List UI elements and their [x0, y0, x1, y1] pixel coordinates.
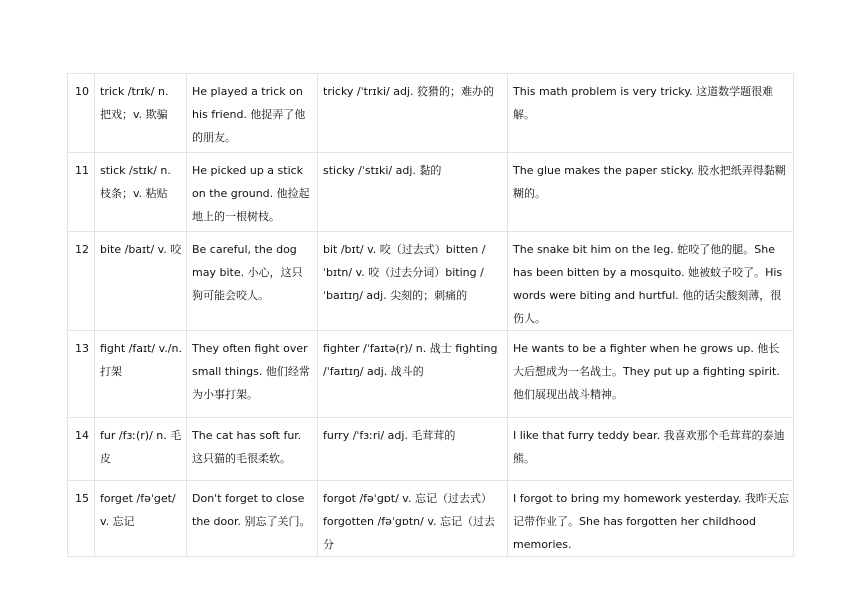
- row-number: 12: [68, 232, 95, 331]
- example-cell: Be careful, the dog may bite. 小心，这只狗可能会咬人。: [187, 232, 318, 331]
- row-number: 13: [68, 331, 95, 418]
- derived-word-cell: bit /bɪt/ v. 咬（过去式）bitten /ˈbɪtn/ v. 咬（过去分词）biting /ˈbaɪtɪŋ/ adj. 尖刻的；刺痛的: [318, 232, 508, 331]
- table-row: [68, 153, 794, 232]
- derived-example-cell: I like that furry teddy bear. 我喜欢那个毛茸茸的泰迪熊。: [508, 418, 794, 481]
- word-cell: trick /trɪk/ n. 把戏；v. 欺骗: [95, 74, 187, 153]
- row-number: 15: [68, 481, 95, 557]
- derived-example-cell: The glue makes the paper sticky. 胶水把纸弄得黏糊糊的。: [508, 153, 794, 232]
- example-cell: He played a trick on his friend. 他捉弄了他的朋友。: [187, 74, 318, 153]
- table-row: [68, 418, 794, 481]
- word-cell: fur /fɜː(r)/ n. 毛皮: [95, 418, 187, 481]
- word-cell: stick /stɪk/ n. 枝条；v. 粘贴: [95, 153, 187, 232]
- word-cell: forget /fəˈget/ v. 忘记: [95, 481, 187, 557]
- table-row: [68, 331, 794, 418]
- derived-example-cell: This math problem is very tricky. 这道数学题很难解。: [508, 74, 794, 153]
- derived-example-cell: The snake bit him on the leg. 蛇咬了他的腿。She has been bitten by a mosquito. 她被蚊子咬了。His words were biting and hurtful. 他的话尖酸刻薄，很伤人。: [508, 232, 794, 331]
- word-cell: bite /baɪt/ v. 咬: [95, 232, 187, 331]
- row-number: 10: [68, 74, 95, 153]
- derived-word-cell: sticky /ˈstɪki/ adj. 黏的: [318, 153, 508, 232]
- row-number: 14: [68, 418, 95, 481]
- derived-word-cell: forgot /fəˈgɒt/ v. 忘记（过去式）forgotten /fəˈgɒtn/ v. 忘记（过去分: [318, 481, 508, 557]
- derived-word-cell: fighter /ˈfaɪtə(r)/ n. 战士 fighting /ˈfaɪtɪŋ/ adj. 战斗的: [318, 331, 508, 418]
- table-row: [68, 74, 794, 153]
- derived-word-cell: tricky /ˈtrɪki/ adj. 狡猾的；难办的: [318, 74, 508, 153]
- example-cell: They often fight over small things. 他们经常为小事打架。: [187, 331, 318, 418]
- vocabulary-table: [67, 73, 794, 557]
- table-row: [68, 481, 794, 557]
- example-cell: The cat has soft fur. 这只猫的毛很柔软。: [187, 418, 318, 481]
- derived-example-cell: I forgot to bring my homework yesterday. 我昨天忘记带作业了。She has forgotten her childhood memories.: [508, 481, 794, 557]
- example-cell: Don't forget to close the door. 别忘了关门。: [187, 481, 318, 557]
- derived-example-cell: He wants to be a fighter when he grows up. 他长大后想成为一名战士。They put up a fighting spirit. 他们展现出战斗精神。: [508, 331, 794, 418]
- row-number: 11: [68, 153, 95, 232]
- word-cell: fight /faɪt/ v./n. 打架: [95, 331, 187, 418]
- example-cell: He picked up a stick on the ground. 他捡起地上的一根树枝。: [187, 153, 318, 232]
- derived-word-cell: furry /ˈfɜːri/ adj. 毛茸茸的: [318, 418, 508, 481]
- table-row: [68, 232, 794, 331]
